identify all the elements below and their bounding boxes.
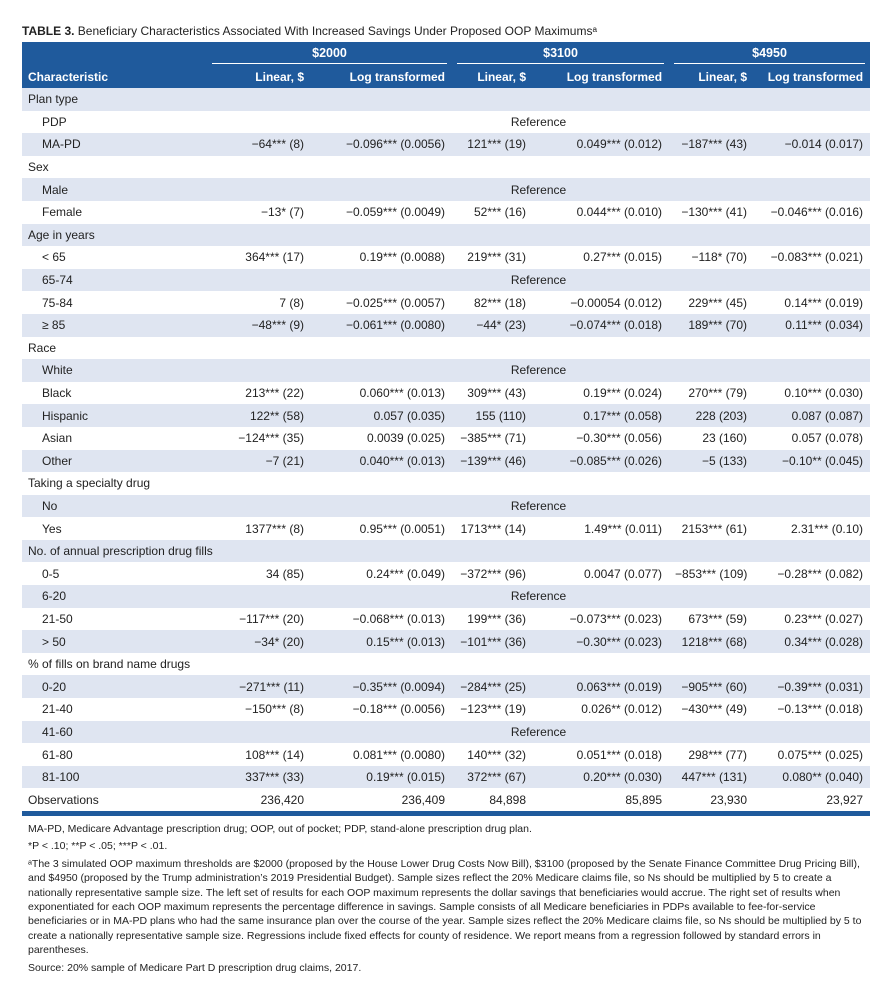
log-value-cell: 0.15*** (0.013) (312, 630, 452, 653)
log-value-cell: −0.085*** (0.026) (534, 450, 669, 473)
linear-value-cell: −101*** (36) (452, 630, 534, 653)
row-label: No (22, 495, 207, 518)
row-label: No. of annual prescription drug fills (22, 540, 207, 563)
log-value-cell: −0.046*** (0.016) (770, 205, 864, 220)
row-label: 21-50 (42, 611, 73, 626)
header-linear: Linear, $ (452, 65, 534, 88)
log-value-cell: −0.30*** (0.056) (576, 431, 663, 446)
row-label: > 50 (22, 630, 207, 653)
log-value-cell: 23,927 (826, 792, 864, 807)
category-row (22, 88, 870, 111)
linear-value-cell: 309*** (43) (467, 386, 527, 401)
log-value-cell: 0.23*** (0.027) (784, 611, 864, 626)
log-value-cell: 0.049*** (0.012) (534, 133, 669, 156)
log-value-cell: 0.063*** (0.019) (534, 675, 669, 698)
log-value-cell: 0.057 (0.078) (791, 431, 864, 446)
header-group-2000: $2000 (207, 42, 452, 65)
linear-value-cell: −117*** (20) (239, 611, 304, 626)
log-value-cell: −0.13*** (0.018) (777, 702, 864, 717)
table-row (22, 562, 870, 585)
log-value-cell: 0.075*** (0.025) (777, 747, 864, 762)
row-label: Race (28, 340, 57, 355)
table-row (22, 314, 870, 337)
linear-value-cell: 108*** (14) (245, 747, 304, 762)
linear-value-cell: 122** (58) (207, 404, 312, 427)
row-label: Sex (28, 160, 49, 175)
row-label: ≥ 85 (22, 314, 207, 337)
row-label: 65-74 (22, 269, 207, 292)
row-label: Asian (42, 431, 73, 446)
table-row (22, 517, 870, 540)
linear-value-cell: −139*** (46) (452, 450, 534, 473)
table-row (22, 404, 870, 427)
log-value-cell: −0.18*** (0.0056) (352, 702, 446, 717)
log-value-cell: −0.074*** (0.018) (534, 314, 669, 337)
reference-cell: Reference (207, 178, 870, 201)
linear-value-cell: −44* (23) (452, 314, 534, 337)
log-value-cell: 0.081*** (0.0080) (352, 747, 446, 762)
row-label: % of fills on brand name drugs (28, 657, 191, 672)
log-value-cell: 0.20*** (0.030) (534, 766, 669, 789)
table-row (22, 178, 870, 201)
linear-value-cell: −187*** (43) (669, 133, 755, 156)
linear-value-cell: 1713*** (14) (460, 521, 527, 536)
log-value-cell: 0.34*** (0.028) (755, 630, 870, 653)
reference-cell: Reference (207, 721, 870, 744)
linear-value-cell: 219*** (31) (467, 250, 527, 265)
table-row (22, 608, 870, 631)
log-value-cell: −0.39*** (0.031) (755, 675, 870, 698)
log-value-cell: 0.040*** (0.013) (312, 450, 452, 473)
category-row (22, 156, 870, 179)
linear-value-cell: 372*** (67) (452, 766, 534, 789)
row-label: < 65 (42, 250, 66, 265)
linear-value-cell: −271*** (11) (207, 675, 312, 698)
header-log: Log transformed (312, 65, 452, 88)
linear-value-cell: 199*** (36) (467, 611, 527, 626)
linear-value-cell: 84,898 (489, 792, 527, 807)
row-label: Other (22, 450, 207, 473)
header-log: Log transformed (755, 65, 870, 88)
log-value-cell: 0.080** (0.040) (755, 766, 870, 789)
linear-value-cell: 447*** (131) (669, 766, 755, 789)
linear-value-cell: 1377*** (8) (245, 521, 304, 536)
log-value-cell: −0.096*** (0.0056) (312, 133, 452, 156)
linear-value-cell: 673*** (59) (688, 611, 748, 626)
log-value-cell: −0.083*** (0.021) (770, 250, 864, 265)
linear-value-cell: −130*** (41) (681, 205, 748, 220)
category-row (22, 337, 870, 360)
log-value-cell: 0.14*** (0.019) (784, 295, 864, 310)
log-value-cell: −0.068*** (0.013) (352, 611, 446, 626)
linear-value-cell: −284*** (25) (452, 675, 534, 698)
linear-value-cell: 82*** (18) (473, 295, 527, 310)
linear-value-cell: −34* (20) (207, 630, 312, 653)
linear-value-cell: 121*** (19) (452, 133, 534, 156)
header-linear: Linear, $ (669, 65, 755, 88)
row-label: MA-PD (22, 133, 207, 156)
table-caption (22, 20, 870, 42)
linear-value-cell: −853*** (109) (675, 566, 748, 581)
table-row (22, 427, 870, 450)
log-value-cell: 0.057 (0.035) (312, 404, 452, 427)
linear-value-cell: 34 (85) (265, 566, 304, 581)
row-label: Age in years (22, 224, 207, 247)
table-figure (22, 20, 870, 978)
log-value-cell: 0.0047 (0.077) (583, 566, 663, 581)
linear-value-cell: 189*** (70) (669, 314, 755, 337)
reference-cell: Reference (207, 269, 870, 292)
linear-value-cell: −13* (7) (260, 205, 304, 220)
linear-value-cell: 140*** (32) (467, 747, 527, 762)
row-label: Male (22, 178, 207, 201)
table-row (22, 675, 870, 698)
log-value-cell: 0.060*** (0.013) (359, 386, 446, 401)
log-value-cell: −0.073*** (0.023) (569, 611, 663, 626)
row-label: 21-40 (42, 702, 73, 717)
log-value-cell: 2.31*** (0.10) (791, 521, 864, 536)
log-value-cell: 0.051*** (0.018) (576, 747, 663, 762)
log-value-cell: −0.35*** (0.0094) (312, 675, 452, 698)
header-linear: Linear, $ (207, 65, 312, 88)
log-value-cell: 0.19*** (0.0088) (359, 250, 446, 265)
table-row (22, 585, 870, 608)
log-value-cell: −0.10** (0.045) (755, 450, 870, 473)
log-value-cell: 0.17*** (0.058) (534, 404, 669, 427)
row-label: PDP (42, 114, 67, 129)
row-label: Taking a specialty drug (28, 476, 151, 491)
header-blank (22, 42, 207, 65)
log-value-cell: 0.087 (0.087) (755, 404, 870, 427)
table-row (22, 450, 870, 473)
row-label: Plan type (22, 88, 207, 111)
linear-value-cell: 337*** (33) (207, 766, 312, 789)
data-table (22, 42, 870, 811)
linear-value-cell: −64*** (8) (207, 133, 312, 156)
linear-value-cell: −5 (133) (669, 450, 755, 473)
linear-value-cell: 52*** (16) (473, 205, 527, 220)
log-value-cell: 236,409 (401, 792, 446, 807)
linear-value-cell: −7 (21) (207, 450, 312, 473)
header-column-row (22, 65, 870, 88)
row-label: 0-20 (22, 675, 207, 698)
linear-value-cell: −123*** (19) (460, 702, 527, 717)
table-body (22, 88, 870, 811)
category-row (22, 653, 870, 676)
row-label: 41-60 (22, 721, 207, 744)
log-value-cell: −0.28*** (0.082) (777, 566, 864, 581)
row-label: 0-5 (42, 566, 60, 581)
log-value-cell: −0.059*** (0.0049) (345, 205, 446, 220)
linear-value-cell: −905*** (60) (669, 675, 755, 698)
table-row (22, 743, 870, 766)
category-row (22, 540, 870, 563)
log-value-cell: −0.30*** (0.023) (534, 630, 669, 653)
linear-value-cell: −124*** (35) (238, 431, 304, 446)
table-row (22, 766, 870, 789)
row-label: Hispanic (22, 404, 207, 427)
header-group-4950: $4950 (669, 42, 870, 65)
source-note: Source: 20% sample of Medicare Part D prescription drug claims, 2017. (28, 961, 362, 974)
table-row (22, 382, 870, 405)
linear-value-cell: 270*** (79) (688, 386, 748, 401)
log-value-cell: 0.11*** (0.034) (755, 314, 870, 337)
log-value-cell: −0.00054 (0.012) (570, 295, 663, 310)
row-label: 6-20 (22, 585, 207, 608)
log-value-cell: 0.0039 (0.025) (366, 431, 446, 446)
log-value-cell: 0.24*** (0.049) (366, 566, 446, 581)
category-row (22, 472, 870, 495)
log-value-cell: 0.95*** (0.0051) (359, 521, 446, 536)
header-group-row (22, 42, 870, 65)
linear-value-cell: −118* (70) (691, 250, 748, 265)
linear-value-cell: 1218*** (68) (669, 630, 755, 653)
row-label: Black (42, 386, 72, 401)
log-value-cell: 0.026** (0.012) (581, 702, 663, 717)
log-value-cell: 85,895 (625, 792, 663, 807)
row-label: 81-100 (22, 766, 207, 789)
linear-value-cell: 229*** (45) (688, 295, 748, 310)
linear-value-cell: −430*** (49) (681, 702, 748, 717)
table-title: Beneficiary Characteristics Associated With Increased Savings Under Proposed OOP Maximumsᵃ (77, 24, 597, 38)
log-value-cell: 0.19*** (0.024) (583, 386, 663, 401)
table-row (22, 111, 870, 134)
row-label: Yes (42, 521, 62, 536)
linear-value-cell: −48*** (9) (207, 314, 312, 337)
log-value-cell: −0.014 (0.017) (755, 133, 870, 156)
header-group-3100: $3100 (452, 42, 669, 65)
table-row (22, 133, 870, 156)
reference-cell: Reference (510, 114, 567, 129)
row-label: 61-80 (42, 747, 73, 762)
significance-note: *P < .10; **P < .05; ***P < .01. (28, 840, 168, 853)
table-row (22, 721, 870, 744)
linear-value-cell: 236,420 (260, 792, 304, 807)
row-label: White (22, 359, 207, 382)
log-value-cell: 1.49*** (0.011) (584, 521, 663, 536)
linear-value-cell: 23,930 (710, 792, 748, 807)
linear-value-cell: 298*** (77) (688, 747, 748, 762)
reference-cell: Reference (207, 359, 870, 382)
abbreviations-note: MA-PD, Medicare Advantage prescription drug; OOP, out of pocket; PDP, stand-alone prescription drug plan. (28, 823, 532, 835)
linear-value-cell: 23 (160) (702, 431, 748, 446)
linear-value-cell: −372*** (96) (460, 566, 527, 581)
table-row (22, 630, 870, 653)
log-value-cell: 0.10*** (0.030) (784, 386, 864, 401)
reference-cell: Reference (207, 585, 870, 608)
table-row (22, 246, 870, 269)
table-row (22, 359, 870, 382)
linear-value-cell: 2153*** (61) (681, 521, 748, 536)
row-label: Observations (28, 792, 99, 807)
linear-value-cell: −150*** (8) (244, 702, 304, 717)
table-row (22, 788, 870, 811)
header-characteristic: Characteristic (22, 65, 207, 88)
reference-cell: Reference (207, 495, 870, 518)
table-row (22, 269, 870, 292)
table-row (22, 291, 870, 314)
row-label: Female (42, 205, 83, 220)
log-value-cell: 0.044*** (0.010) (576, 205, 663, 220)
table-label: TABLE 3. (22, 24, 75, 38)
row-label: 75-84 (42, 295, 73, 310)
table-row (22, 201, 870, 224)
table-notes (22, 822, 864, 975)
table-row (22, 495, 870, 518)
linear-value-cell: 228 (203) (669, 404, 755, 427)
log-value-cell: −0.025*** (0.0057) (345, 295, 446, 310)
category-row (22, 224, 870, 247)
header-log: Log transformed (534, 65, 669, 88)
linear-value-cell: −385*** (71) (460, 431, 527, 446)
linear-value-cell: 155 (110) (452, 404, 534, 427)
footnote-a: ᵃThe 3 simulated OOP maximum thresholds are $2000 (proposed by the House Lower Drug Costs Now Bill), $3100 (proposed by the Senate Finance Committee Drug Pricing Bill), and $4950 (proposed by the Trump administration’s 2019 Presidential Budget). Sample sizes reflect the 20% Medicare claims file, so Ns should be multiplied by 5 to create a nationally representative sample size. The left set of results for each OOP maximum represents the dollar savings that beneficiaries would accrue. The right set of results when exponentiated for each OOP maximum represents the percentage difference in savings. Sample consists of all Medicare beneficiaries in PDPs available to fee-for-service beneficiaries or in MA-PD plans who had the same insurance plan over the course of the year. Sample sizes reflect the 20% Medicare claims file, so Ns should be multiplied by 5 to create a nationally representative sample size. Regressions include fixed effects for county of residence. We report means from a regression followed by standard errors in parentheses. (28, 857, 862, 957)
log-value-cell: 0.27*** (0.015) (583, 250, 663, 265)
table-bottom-rule (22, 811, 870, 816)
log-value-cell: −0.061*** (0.0080) (312, 314, 452, 337)
table-row (22, 698, 870, 721)
log-value-cell: 0.19*** (0.015) (312, 766, 452, 789)
linear-value-cell: 7 (8) (279, 295, 304, 310)
linear-value-cell: 213*** (22) (245, 386, 304, 401)
linear-value-cell: 364*** (17) (245, 250, 304, 265)
